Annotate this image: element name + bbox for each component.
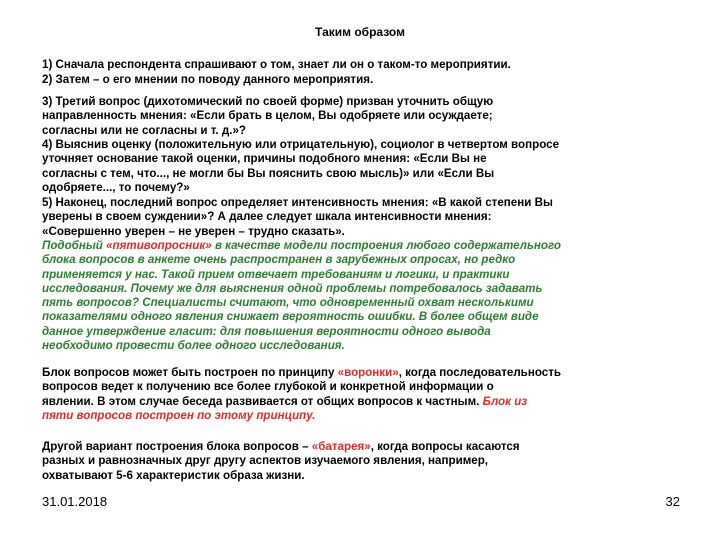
item-1 <box>42 58 710 72</box>
funnel-line-1-c: , когда последовательность <box>398 366 561 379</box>
item-3-line-2: направленность мнения: «Если брать в целом, Вы одобряете или осуждаете; <box>42 109 493 123</box>
item-2-line: 2) Затем – о его мнении по поводу данного мероприятия. <box>42 73 374 86</box>
item-4-line-1: 4) Выяснив оценку (положительную или отрицательную), социолог в четвертом вопросе <box>42 138 560 151</box>
paragraph-line-1-a: Подобный <box>42 239 107 252</box>
funnel-term: «воронки» <box>337 366 399 379</box>
page-number: 32 <box>665 494 680 509</box>
item-5-line-3: «Совершенно уверен – не уверен – трудно сказать». <box>42 224 345 238</box>
item-3 <box>42 95 710 138</box>
battery-line-1-a: Другой вариант построения блока вопросов – <box>42 440 312 453</box>
item-4-line-4: одобряете..., то почему?» <box>42 180 190 194</box>
funnel-paragraph <box>42 366 710 423</box>
paragraph-line-7: данное утверждение гласит: для повышения вероятности одного вывода <box>42 324 491 338</box>
item-4-line-2: уточняет основание такой оценки, причины подобного мнения: «Если Вы не <box>42 152 487 166</box>
battery-line-1 <box>42 440 710 454</box>
funnel-line-3-a: явлении. В этом случае беседа развивается от общих вопросов к частным. <box>42 394 483 408</box>
funnel-line-3 <box>42 394 710 409</box>
funnel-line-1 <box>42 366 710 380</box>
battery-line-2: разных и равнозначных друг другу аспектов изучаемого явления, например, <box>42 454 489 468</box>
paragraph-line-8: необходимо провести более одного исследования. <box>42 339 345 353</box>
paragraph-line-1 <box>42 239 710 253</box>
item-4 <box>42 138 710 195</box>
paragraph-line-5: пять вопросов? Специалисты считают, что одновременный охват несколькими <box>42 296 534 310</box>
funnel-line-2: вопросов ведет к получению все более глубокой и конкретной информации о <box>42 380 494 394</box>
five-question-paragraph <box>42 239 710 353</box>
footer-date: 31.01.2018 <box>42 494 108 509</box>
item-5 <box>42 196 710 239</box>
item-3-line-1: 3) Третий вопрос (дихотомический по своей форме) призван уточнить общую <box>42 95 494 108</box>
item-2 <box>42 73 710 87</box>
paragraph-line-6: показателями одного явления снижает вероятность ошибки. В более общем виде <box>42 310 539 324</box>
item-1-line: 1) Сначала респондента спрашивают о том, знает ли он о таком-то мероприятии. <box>42 58 511 71</box>
battery-line-3: охватывают 5-6 характеристик образа жизни. <box>42 468 305 482</box>
item-4-line-3: согласны с тем, что..., не могли бы Вы пояснить свою мысль)» или «Если Вы <box>42 166 495 180</box>
paragraph-line-1-c: в качестве модели построения любого содержательного <box>211 239 561 252</box>
item-3-line-3: согласны или не согласны и т. д.»? <box>42 123 246 137</box>
battery-paragraph <box>42 440 710 483</box>
item-5-line-1: 5) Наконец, последний вопрос определяет интенсивность мнения: «В какой степени Вы <box>42 196 553 209</box>
paragraph-line-2: блока вопросов в анкете очень распространен в зарубежных опросах, но редко <box>42 253 516 267</box>
paragraph-line-4: исследования. Почему же для выяснения одной проблемы потребовалось задавать <box>42 281 543 295</box>
slide-title: Таким образом <box>315 25 405 39</box>
item-5-line-2: уверены в своем суждении»? А далее следует шкала интенсивности мнения: <box>42 210 492 224</box>
funnel-line-4: пяти вопросов построен по этому принципу. <box>42 408 316 422</box>
battery-line-1-c: , когда вопросы касаются <box>370 440 520 453</box>
funnel-line-3-b: Блок из <box>482 394 528 408</box>
funnel-line-1-a: Блок вопросов может быть построен по принципу <box>42 366 338 379</box>
five-question-term: «пятивопросник» <box>106 239 212 252</box>
paragraph-line-3: применяется у нас. Такой прием отвечает требованиям и логики, и практики <box>42 267 510 281</box>
battery-term: «батарея» <box>311 440 371 453</box>
